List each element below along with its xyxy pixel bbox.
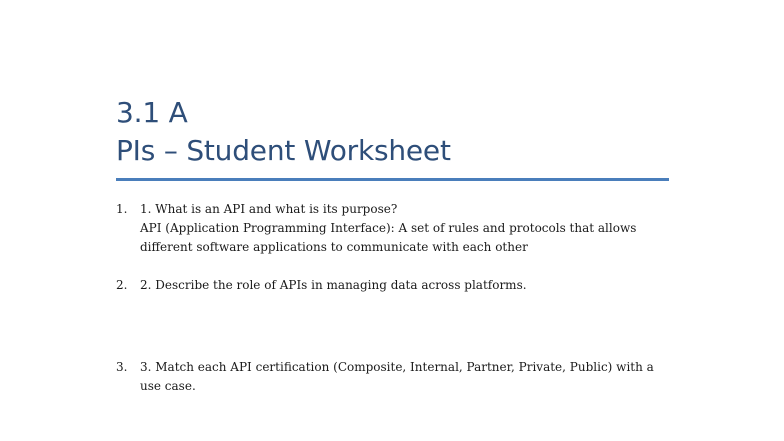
question-text: 2. Describe the role of APIs in managing data across platforms. <box>140 278 527 292</box>
question-number: 3. <box>116 360 128 374</box>
question-text: 1. What is an API and what is its purpose? <box>140 202 398 216</box>
question-number: 1. <box>116 202 128 216</box>
question-body <box>140 276 670 295</box>
title-line-2: PIs – Student Worksheet <box>116 134 451 167</box>
question-body <box>140 358 670 396</box>
question-body <box>140 200 670 257</box>
title-line-1: 3.1 A <box>116 96 188 129</box>
question-number: 2. <box>116 278 128 292</box>
worksheet-title <box>116 94 671 170</box>
title-underline-divider <box>116 178 669 181</box>
question-text: 3. Match each API certification (Composite, Internal, Partner, Private, Public) with a use case. <box>140 360 654 393</box>
answer-text: API (Application Programming Interface): A set of rules and protocols that allows different software applications to communicate with each other <box>140 221 637 254</box>
